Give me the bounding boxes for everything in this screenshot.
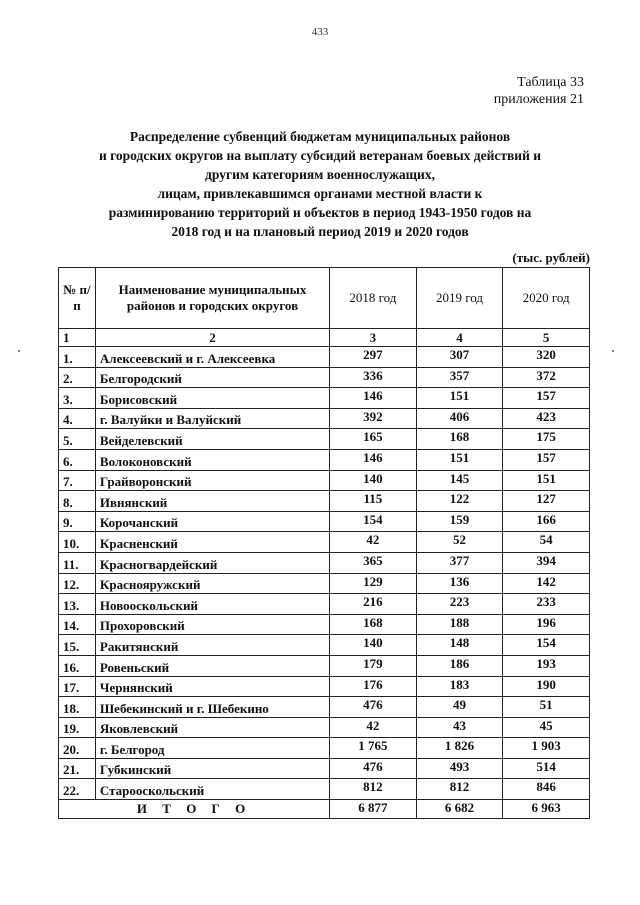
page-number: 433 bbox=[311, 26, 329, 38]
district-name: г. Валуйки и Валуйский bbox=[95, 408, 329, 429]
district-name: Красногвардейский bbox=[95, 552, 329, 573]
table-row bbox=[59, 347, 590, 368]
district-name: Алексеевский и г. Алексеевка bbox=[95, 347, 329, 368]
total-2019: 6 682 bbox=[416, 800, 503, 819]
table-row bbox=[59, 367, 590, 388]
title-line: Распределение субвенций бюджетам муниципальных районов bbox=[129, 129, 511, 144]
value-2019: 159 bbox=[416, 511, 503, 532]
row-number: 14. bbox=[59, 614, 96, 635]
value-2020: 175 bbox=[503, 429, 590, 450]
value-2019: 223 bbox=[416, 594, 503, 615]
value-2018: 476 bbox=[330, 758, 417, 779]
table-row bbox=[59, 449, 590, 470]
subvention-table bbox=[58, 267, 590, 819]
value-2018: 1 765 bbox=[330, 738, 417, 759]
column-number: 4 bbox=[416, 329, 503, 347]
district-name: Вейделевский bbox=[95, 429, 329, 450]
row-number: 5. bbox=[59, 429, 96, 450]
table-ref-line1: Таблица 33 bbox=[517, 75, 584, 90]
table-row bbox=[59, 594, 590, 615]
value-2018: 812 bbox=[330, 779, 417, 800]
row-number: 17. bbox=[59, 676, 96, 697]
table-row bbox=[59, 635, 590, 656]
value-2018: 297 bbox=[330, 347, 417, 368]
value-2020: 157 bbox=[503, 449, 590, 470]
district-name: Корочанский bbox=[95, 511, 329, 532]
district-name: Новооскольский bbox=[95, 594, 329, 615]
document-title bbox=[60, 127, 580, 241]
value-2018: 140 bbox=[330, 470, 417, 491]
column-number: 1 bbox=[59, 329, 96, 347]
value-2020: 233 bbox=[503, 594, 590, 615]
row-number: 11. bbox=[59, 552, 96, 573]
table-row bbox=[59, 532, 590, 553]
district-name: Краснояружский bbox=[95, 573, 329, 594]
value-2020: 514 bbox=[503, 758, 590, 779]
value-2019: 377 bbox=[416, 552, 503, 573]
table-row bbox=[59, 779, 590, 800]
value-2018: 154 bbox=[330, 511, 417, 532]
header-row bbox=[59, 268, 590, 329]
value-2019: 151 bbox=[416, 388, 503, 409]
value-2020: 54 bbox=[503, 532, 590, 553]
row-number: 2. bbox=[59, 367, 96, 388]
value-2018: 365 bbox=[330, 552, 417, 573]
value-2020: 1 903 bbox=[503, 738, 590, 759]
district-name: Волоконовский bbox=[95, 449, 329, 470]
district-name: Чернянский bbox=[95, 676, 329, 697]
table-row bbox=[59, 552, 590, 573]
table-row bbox=[59, 388, 590, 409]
value-2018: 146 bbox=[330, 449, 417, 470]
value-2019: 357 bbox=[416, 367, 503, 388]
title-line: другим категориям военнослужащих, bbox=[205, 167, 435, 182]
table-row bbox=[59, 470, 590, 491]
district-name: Прохоровский bbox=[95, 614, 329, 635]
district-name: Старооскольский bbox=[95, 779, 329, 800]
row-number: 20. bbox=[59, 738, 96, 759]
row-number: 3. bbox=[59, 388, 96, 409]
value-2019: 493 bbox=[416, 758, 503, 779]
value-2020: 157 bbox=[503, 388, 590, 409]
value-2019: 406 bbox=[416, 408, 503, 429]
row-number: 4. bbox=[59, 408, 96, 429]
value-2018: 165 bbox=[330, 429, 417, 450]
table-row bbox=[59, 738, 590, 759]
title-line: разминированию территорий и объектов в период 1943-1950 годов на bbox=[108, 205, 532, 220]
column-number-row bbox=[59, 329, 590, 347]
table-ref-line2: приложения 21 bbox=[493, 92, 584, 107]
district-name: Ивнянский bbox=[95, 491, 329, 512]
row-number: 18. bbox=[59, 697, 96, 718]
value-2019: 307 bbox=[416, 347, 503, 368]
table-row bbox=[59, 491, 590, 512]
value-2020: 154 bbox=[503, 635, 590, 656]
table-body bbox=[59, 347, 590, 800]
value-2020: 166 bbox=[503, 511, 590, 532]
value-2018: 392 bbox=[330, 408, 417, 429]
value-2018: 140 bbox=[330, 635, 417, 656]
title-line: 2018 год и на плановый период 2019 и 2020 годов bbox=[171, 224, 469, 239]
district-name: Яковлевский bbox=[95, 717, 329, 738]
value-2018: 42 bbox=[330, 532, 417, 553]
value-2019: 812 bbox=[416, 779, 503, 800]
title-line: и городских округов на выплату субсидий ветеранам боевых действий и bbox=[98, 148, 542, 163]
district-name: г. Белгород bbox=[95, 738, 329, 759]
district-name: Губкинский bbox=[95, 758, 329, 779]
scan-speck bbox=[612, 350, 614, 352]
row-number: 10. bbox=[59, 532, 96, 553]
row-number: 6. bbox=[59, 449, 96, 470]
value-2019: 52 bbox=[416, 532, 503, 553]
table-reference bbox=[494, 74, 584, 108]
table-row bbox=[59, 614, 590, 635]
value-2018: 168 bbox=[330, 614, 417, 635]
value-2018: 216 bbox=[330, 594, 417, 615]
value-2019: 136 bbox=[416, 573, 503, 594]
row-number: 16. bbox=[59, 655, 96, 676]
total-label: И Т О Г О bbox=[59, 800, 330, 819]
value-2018: 176 bbox=[330, 676, 417, 697]
table-row bbox=[59, 717, 590, 738]
district-name: Белгородский bbox=[95, 367, 329, 388]
value-2020: 190 bbox=[503, 676, 590, 697]
table-row bbox=[59, 408, 590, 429]
value-2020: 394 bbox=[503, 552, 590, 573]
district-name: Борисовский bbox=[95, 388, 329, 409]
value-2018: 476 bbox=[330, 697, 417, 718]
value-2019: 183 bbox=[416, 676, 503, 697]
units-note: (тыс. рублей) bbox=[512, 250, 590, 265]
value-2018: 42 bbox=[330, 717, 417, 738]
total-row bbox=[59, 800, 590, 819]
header-2020: 2020 год bbox=[503, 268, 590, 329]
value-2018: 129 bbox=[330, 573, 417, 594]
row-number: 22. bbox=[59, 779, 96, 800]
row-number: 15. bbox=[59, 635, 96, 656]
row-number: 19. bbox=[59, 717, 96, 738]
value-2020: 45 bbox=[503, 717, 590, 738]
value-2019: 186 bbox=[416, 655, 503, 676]
value-2020: 127 bbox=[503, 491, 590, 512]
row-number: 9. bbox=[59, 511, 96, 532]
row-number: 21. bbox=[59, 758, 96, 779]
table-row bbox=[59, 511, 590, 532]
value-2018: 179 bbox=[330, 655, 417, 676]
value-2019: 148 bbox=[416, 635, 503, 656]
value-2019: 1 826 bbox=[416, 738, 503, 759]
row-number: 7. bbox=[59, 470, 96, 491]
total-2018: 6 877 bbox=[330, 800, 417, 819]
header-name: Наименование муниципальных районов и городских округов bbox=[95, 268, 329, 329]
value-2020: 51 bbox=[503, 697, 590, 718]
district-name: Красненский bbox=[95, 532, 329, 553]
value-2020: 151 bbox=[503, 470, 590, 491]
value-2019: 49 bbox=[416, 697, 503, 718]
column-number: 2 bbox=[95, 329, 329, 347]
row-number: 12. bbox=[59, 573, 96, 594]
value-2020: 423 bbox=[503, 408, 590, 429]
table-row bbox=[59, 758, 590, 779]
value-2020: 193 bbox=[503, 655, 590, 676]
value-2019: 188 bbox=[416, 614, 503, 635]
value-2020: 372 bbox=[503, 367, 590, 388]
district-name: Шебекинский и г. Шебекино bbox=[95, 697, 329, 718]
value-2020: 320 bbox=[503, 347, 590, 368]
district-name: Ракитянский bbox=[95, 635, 329, 656]
column-number: 3 bbox=[330, 329, 417, 347]
table-row bbox=[59, 697, 590, 718]
header-2018: 2018 год bbox=[330, 268, 417, 329]
header-2019: 2019 год bbox=[416, 268, 503, 329]
table-row bbox=[59, 655, 590, 676]
value-2019: 43 bbox=[416, 717, 503, 738]
table-row bbox=[59, 676, 590, 697]
value-2020: 142 bbox=[503, 573, 590, 594]
title-line: лицам, привлекавшимся органами местной власти к bbox=[157, 186, 483, 201]
value-2020: 846 bbox=[503, 779, 590, 800]
scan-speck bbox=[18, 350, 20, 352]
table-row bbox=[59, 573, 590, 594]
column-number: 5 bbox=[503, 329, 590, 347]
table-row bbox=[59, 429, 590, 450]
row-number: 13. bbox=[59, 594, 96, 615]
value-2018: 146 bbox=[330, 388, 417, 409]
district-name: Грайворонский bbox=[95, 470, 329, 491]
value-2019: 151 bbox=[416, 449, 503, 470]
district-name: Ровеньский bbox=[95, 655, 329, 676]
header-num: № п/п bbox=[59, 268, 96, 329]
value-2018: 336 bbox=[330, 367, 417, 388]
row-number: 8. bbox=[59, 491, 96, 512]
value-2019: 122 bbox=[416, 491, 503, 512]
row-number: 1. bbox=[59, 347, 96, 368]
value-2020: 196 bbox=[503, 614, 590, 635]
value-2018: 115 bbox=[330, 491, 417, 512]
total-2020: 6 963 bbox=[503, 800, 590, 819]
value-2019: 145 bbox=[416, 470, 503, 491]
value-2019: 168 bbox=[416, 429, 503, 450]
